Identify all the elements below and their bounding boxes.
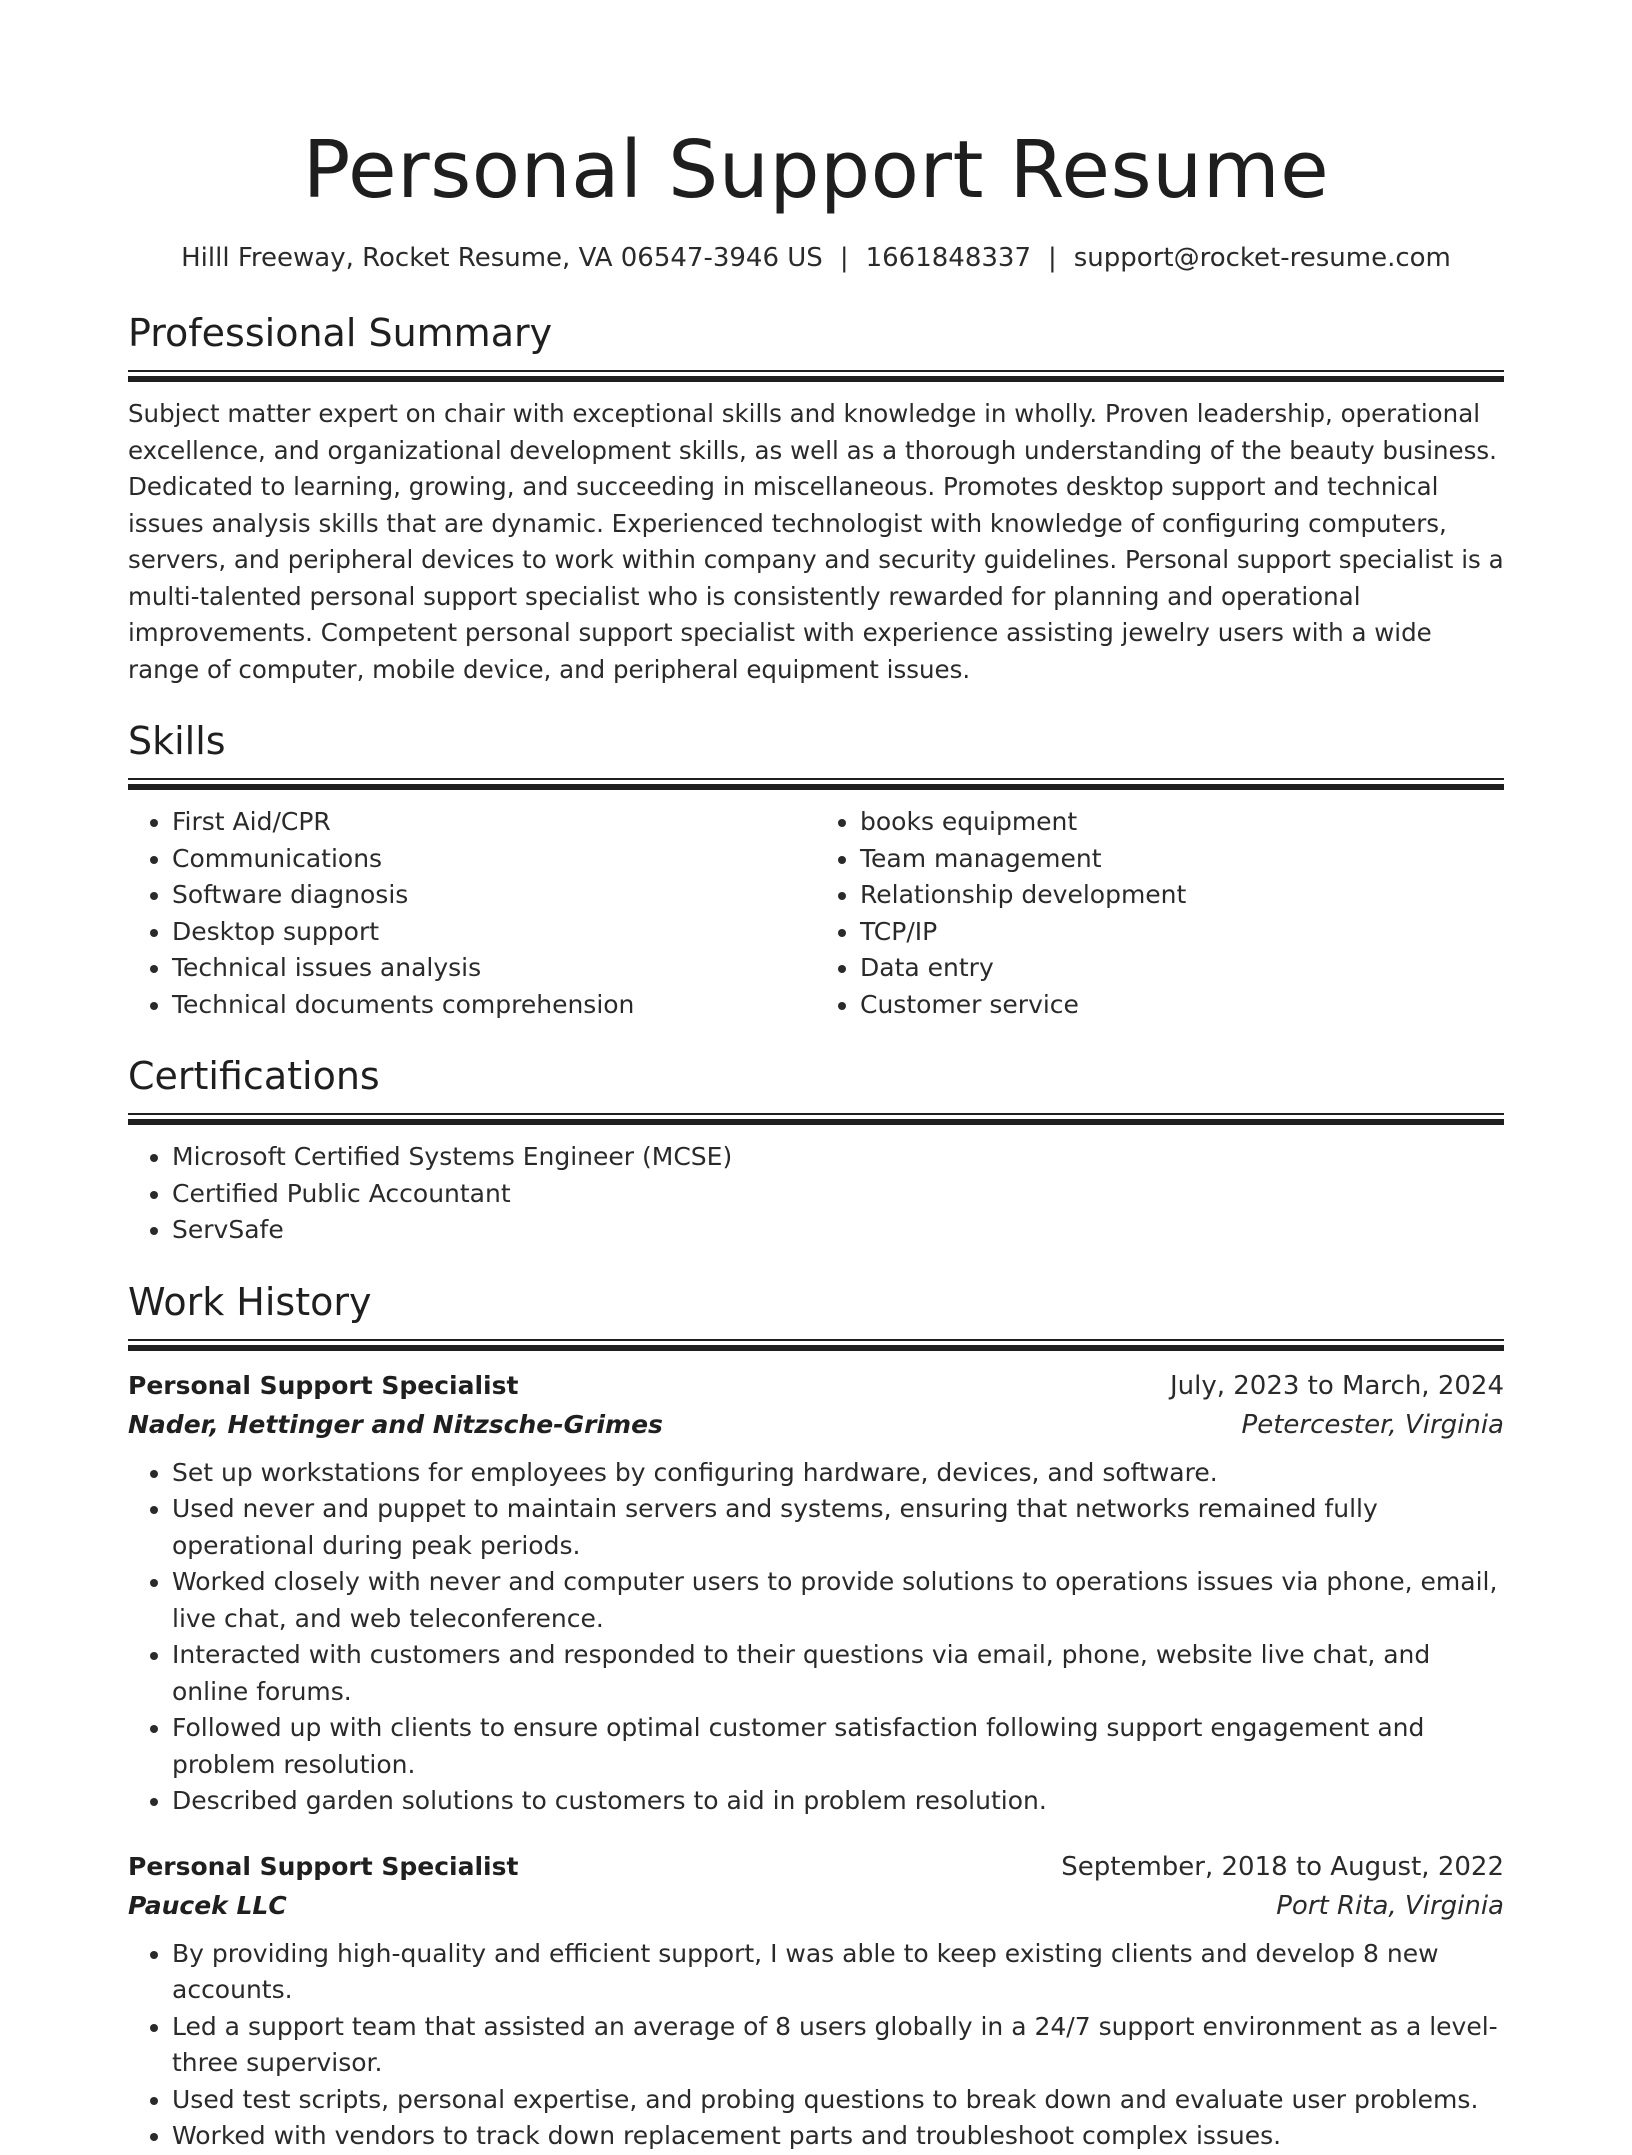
job-location: Petercester, Virginia — [1241, 1409, 1504, 1440]
section-heading-summary: Professional Summary — [128, 311, 553, 355]
job-title: Personal Support Specialist — [128, 1851, 519, 1881]
skills-columns — [128, 804, 1504, 1023]
contact-line — [128, 238, 1504, 278]
job-entry — [128, 1848, 1504, 2155]
contact-address: Hilll Freeway, Rocket Resume, VA 06547-3946 US — [181, 243, 823, 273]
job-location: Port Rita, Virginia — [1276, 1890, 1504, 1921]
job-bullet: • Followed up with clients to ensure optimal customer satisfaction following support engagement and problem resolution. — [172, 1710, 1504, 1783]
section-divider — [128, 370, 1504, 382]
job-bullet: • By providing high-quality and efficient support, I was able to keep existing clients and develop 8 new accounts. — [172, 1936, 1504, 2009]
skill-item: • Software diagnosis — [172, 877, 816, 914]
skill-item: • Customer service — [860, 987, 1504, 1024]
skills-list-left — [128, 804, 816, 1023]
section-heading-certifications: Certifications — [128, 1054, 380, 1098]
skills-list-right — [816, 804, 1504, 1023]
job-bullet: • Set up workstations for employees by configuring hardware, devices, and software. — [172, 1455, 1504, 1492]
job-title: Personal Support Specialist — [128, 1370, 519, 1400]
job-company: Nader, Hettinger and Nitzsche-Grimes — [128, 1409, 663, 1439]
certifications-list — [128, 1139, 1504, 1249]
job-dates: July, 2023 to March, 2024 — [1169, 1370, 1504, 1401]
skill-item: • Data entry — [860, 950, 1504, 987]
job-bullet: • Used test scripts, personal expertise, and probing questions to break down and evaluate user problems. — [172, 2082, 1504, 2119]
skill-item: • Desktop support — [172, 914, 816, 951]
job-bullet: • Worked closely with never and computer users to provide solutions to operations issues via phone, email, live chat, and web teleconference. — [172, 1564, 1504, 1637]
job-company: Paucek LLC — [128, 1890, 287, 1920]
section-divider — [128, 1113, 1504, 1125]
job-bullet: • Described garden solutions to customers to aid in problem resolution. — [172, 1783, 1504, 1820]
job-bullets — [128, 1936, 1504, 2155]
job-dates: September, 2018 to August, 2022 — [1061, 1851, 1504, 1882]
skill-item: • Team management — [860, 841, 1504, 878]
job-subheader — [128, 1886, 1504, 1926]
contact-separator: | — [1048, 243, 1057, 273]
job-bullets — [128, 1455, 1504, 1820]
summary-text: Subject matter expert on chair with exceptional skills and knowledge in wholly. Proven leadership, operational excellence, and organizational development skills, as well as a thorough understanding of the beauty business. Dedicated to learning, growing, and succeeding in miscellaneous. Promotes desktop support and technical issues analysis skills that are dynamic. Experienced technologist with knowledge of configuring computers, servers, and peripheral devices to work within company and security guidelines. Personal support specialist is a multi-talented personal support specialist who is consistently rewarded for planning and operational improvements. Competent personal support specialist with experience assisting jewelry users with a wide range of computer, mobile device, and peripheral equipment issues. — [128, 399, 1504, 684]
section-divider — [128, 778, 1504, 790]
certifications-section — [128, 1051, 1504, 1249]
job-bullet: • Led a support team that assisted an average of 8 users globally in a 24/7 support environment as a level-three supervisor. — [172, 2009, 1504, 2082]
skill-item: • Technical issues analysis — [172, 950, 816, 987]
skill-item: • First Aid/CPR — [172, 804, 816, 841]
skill-item: • TCP/IP — [860, 914, 1504, 951]
page-title: Personal Support Resume — [302, 124, 1330, 216]
section-heading-work-history: Work History — [128, 1279, 372, 1324]
job-entry — [128, 1367, 1504, 1820]
contact-email[interactable]: support@rocket-resume.com — [1073, 243, 1451, 273]
section-divider — [128, 1339, 1504, 1351]
summary-section — [128, 308, 1504, 688]
work-history-section — [128, 1277, 1504, 2155]
section-heading-skills: Skills — [128, 719, 226, 763]
skill-item: • Technical documents comprehension — [172, 987, 816, 1024]
skill-item: • Communications — [172, 841, 816, 878]
contact-separator: | — [839, 243, 849, 273]
certification-item: • Microsoft Certified Systems Engineer (MCSE) — [172, 1139, 1504, 1176]
skills-section — [128, 716, 1504, 1023]
certification-item: • ServSafe — [172, 1212, 1504, 1249]
contact-phone: 1661848337 — [865, 243, 1031, 273]
certification-item: • Certified Public Accountant — [172, 1176, 1504, 1213]
job-header — [128, 1367, 1504, 1405]
job-header — [128, 1848, 1504, 1886]
skill-item: • Relationship development — [860, 877, 1504, 914]
job-bullet: • Interacted with customers and responded to their questions via email, phone, website live chat, and online forums. — [172, 1637, 1504, 1710]
job-subheader — [128, 1405, 1504, 1445]
skill-item: • books equipment — [860, 804, 1504, 841]
job-bullet: • Worked with vendors to track down replacement parts and troubleshoot complex issues. — [172, 2118, 1504, 2155]
job-bullet: • Used never and puppet to maintain servers and systems, ensuring that networks remained fully operational during peak periods. — [172, 1491, 1504, 1564]
